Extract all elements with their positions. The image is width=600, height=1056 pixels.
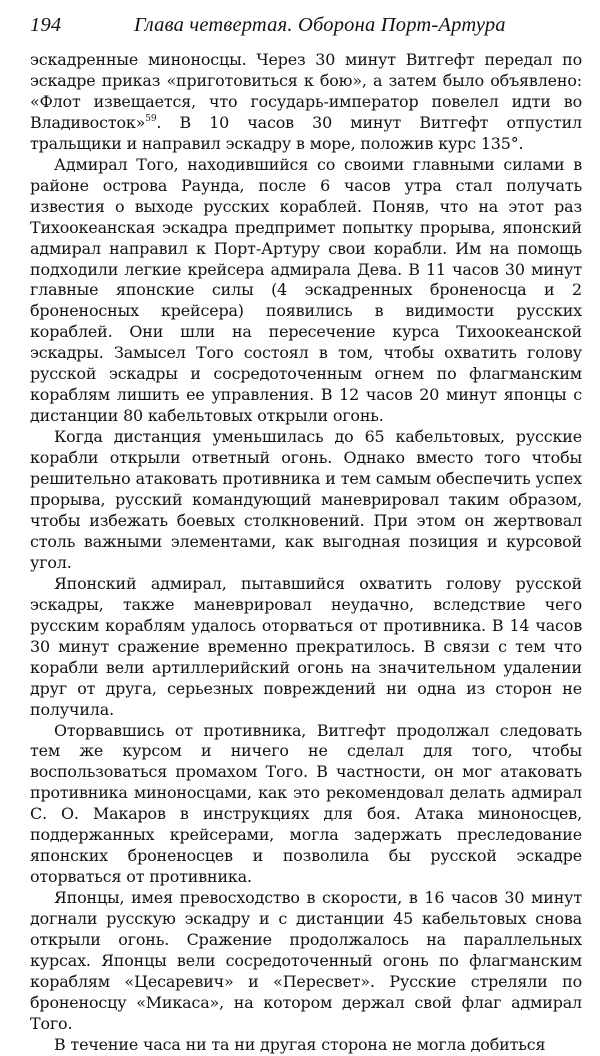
page-number: 194 <box>30 14 62 36</box>
chapter-title: Глава четвертая. Оборона Порт-Артура <box>134 14 506 36</box>
paragraph-6: Японцы, имея превосходство в скорости, в 16 часов 30 минут догнали русскую эскадру и с дистанции 45 кабельтовых снова открыли огонь. Сражение продолжалось на параллельных курсах. Японцы вели сосредоточенный огонь по флагманским кораблям «Цесаревич» и «Пересвет». Русские стреляли по броненосцу «Микаса», на котором держал свой флаг адмирал Того. <box>30 888 582 1033</box>
paragraph-5: Оторвавшись от противника, Витгефт продолжал следовать тем же курсом и ничего не сделал для того, чтобы воспользоваться промахом Того. В частности, он мог атаковать противника миноносцами, как это рекомендовал делать адмирал С. О. Макаров в инструкциях для боя. Атака миноносцев, поддержанных крейсерами, могла задержать преследование японских броненосцев и позволила бы русской эскадре оторваться от противника. <box>30 720 582 887</box>
paragraph-1 <box>30 50 582 155</box>
paragraph-1-text-before-note: эскадренные миноносцы. Через 30 минут Витгефт передал по эскадре приказ «приготовиться к бою», а затем было объявлено: «Флот извещается, что государь-император повелел идти во Владивосток» <box>30 50 582 132</box>
body-text <box>30 50 582 1056</box>
running-head <box>30 14 582 48</box>
paragraph-3: Когда дистанция уменьшилась до 65 кабельтовых, русские корабли открыли ответный огонь. Однако вместо того чтобы решительно атаковать противника и тем самым обеспечить успех прорыва, русский командующий маневрировал таким образом, чтобы избежать боевых столкновений. При этом он жертвовал столь важными элементами, как выгодная позиция и курсовой угол. <box>30 427 582 572</box>
paragraph-1-text-after-note: . В 10 часов 30 минут Витгефт отпустил тральщики и направил эскадру в море, положив курс 135°. <box>30 112 582 153</box>
paragraph-2: Адмирал Того, находившийся со своими главными силами в районе острова Раунда, после 6 часов утра стал получать известия о выходе русских кораблей. Поняв, что на этот раз Тихоокеанская эскадра предпримет попытку прорыва, японский адмирал направил к Порт-Артуру свои корабли. Им на помощь подходили легкие крейсера адмирала Дева. В 11 часов 30 минут главные японские силы (4 эскадренных броненосца и 2 броненосных крейсера) появились в видимости русских кораблей. Они шли на пересечение курса Тихоокеанской эскадры. Замысел Того состоял в том, чтобы охватить голову русской эскадры и сосредоточенным огнем по флагманским кораблям лишить ее управления. В 12 часов 20 минут японцы с дистанции 80 кабельтовых открыли огонь. <box>30 154 582 426</box>
paragraph-7: В течение часа ни та ни другая сторона не могла добиться <box>54 1034 546 1054</box>
paragraph-4: Японский адмирал, пытавшийся охватить голову русской эскадры, также маневрировал неудачно, вследствие чего русским кораблям удалось оторваться от противника. В 14 часов 30 минут сражение временно прекратилось. В связи с тем что корабли вели артиллерийский огонь на значительном удалении друг от друга, серьезных повреждений ни одна из сторон не получила. <box>30 573 582 719</box>
footnote-marker: 59 <box>145 113 157 124</box>
